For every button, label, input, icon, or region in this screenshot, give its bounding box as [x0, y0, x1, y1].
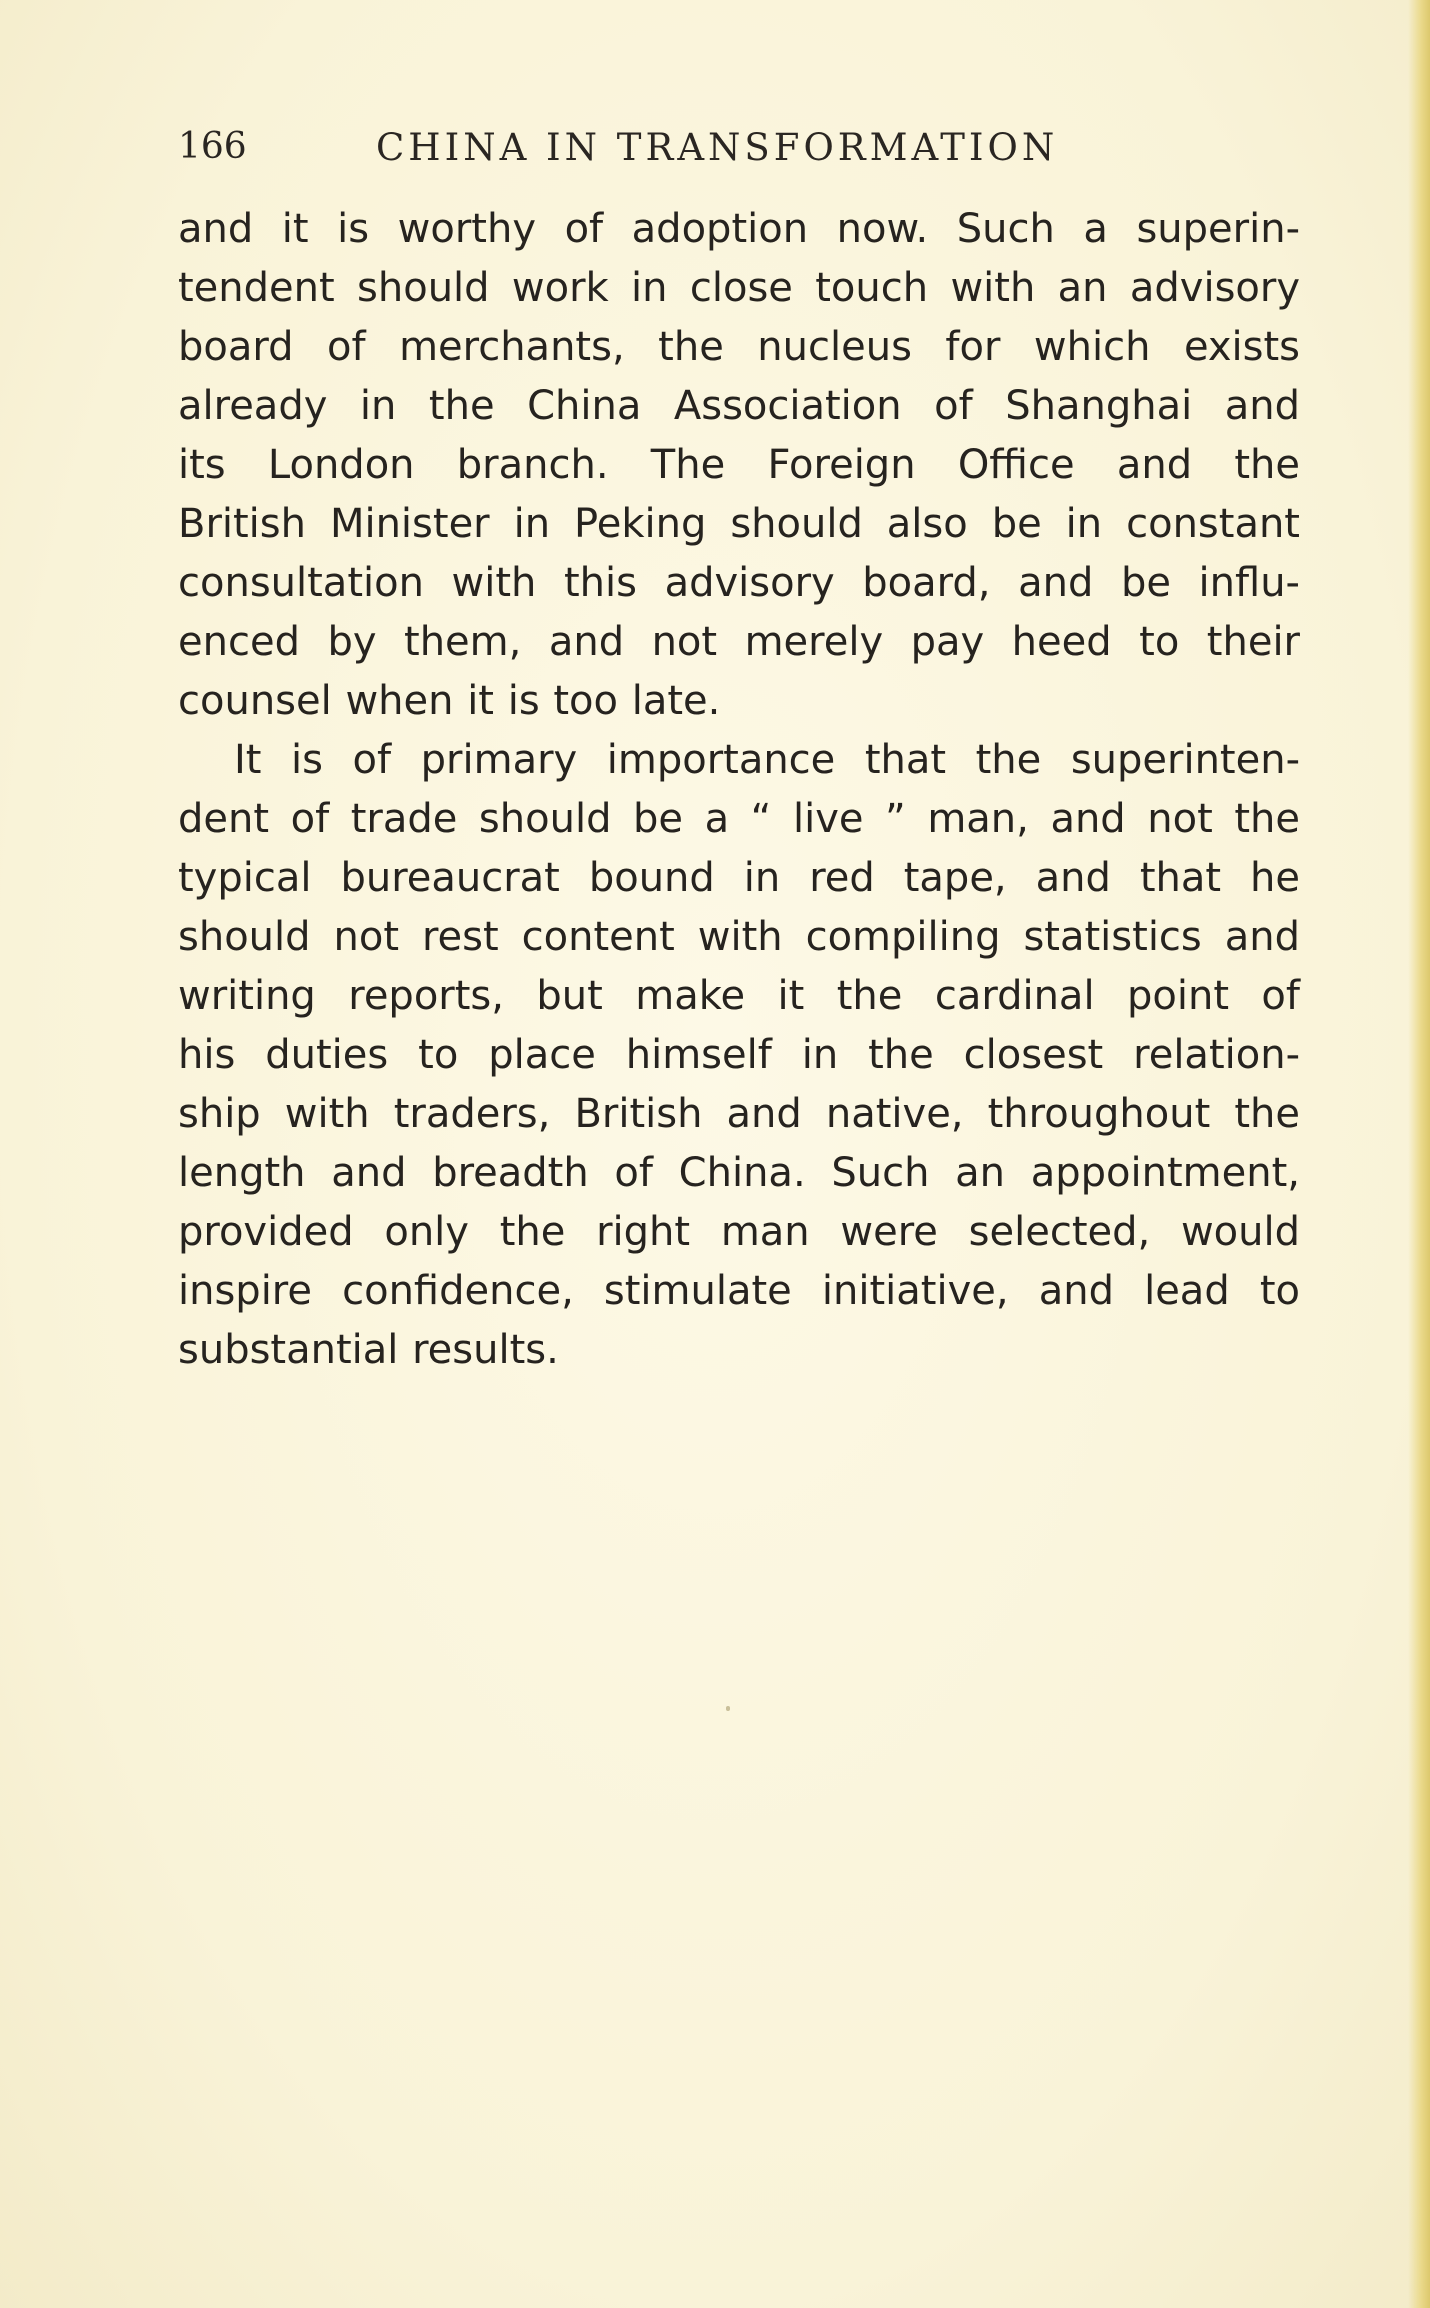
text-line: tendent should work in close touch with an advisory: [178, 265, 1300, 311]
text-line: ship with traders, British and native, throughout the: [178, 1091, 1300, 1137]
text-line: and it is worthy of adoption now. Such a superin-: [178, 206, 1300, 252]
text-line: inspire confidence, stimulate initiative, and lead to: [178, 1268, 1300, 1314]
text-line: already in the China Association of Shanghai and: [178, 383, 1300, 429]
text-line: enced by them, and not merely pay heed to their: [178, 619, 1300, 665]
text-line: substantial results.: [178, 1327, 559, 1373]
text-line: dent of trade should be a “ live ” man, and not the: [178, 796, 1300, 842]
text-line: It is of primary importance that the superinten-: [234, 737, 1300, 783]
paragraph-1: [178, 200, 1300, 731]
text-line: counsel when it is too late.: [178, 678, 721, 724]
body-text: [178, 200, 1300, 1380]
text-line: writing reports, but make it the cardinal point of: [178, 973, 1300, 1019]
paper-speck: [726, 1706, 730, 1711]
text-line: provided only the right man were selected, would: [178, 1209, 1300, 1255]
paragraph-2: [178, 731, 1300, 1380]
text-line: should not rest content with compiling statistics and: [178, 914, 1300, 960]
text-line: board of merchants, the nucleus for which exists: [178, 324, 1300, 370]
text-line: consultation with this advisory board, and be influ-: [178, 560, 1300, 606]
text-line: his duties to place himself in the closest relation-: [178, 1032, 1300, 1078]
text-line: typical bureaucrat bound in red tape, and that he: [178, 855, 1300, 901]
text-line: its London branch. The Foreign Office and the: [178, 442, 1300, 488]
text-line: British Minister in Peking should also be in constant: [178, 501, 1300, 547]
page-edge: [1408, 0, 1430, 2308]
running-head: CHINA IN TRANSFORMATION: [376, 126, 1059, 169]
text-line: length and breadth of China. Such an appointment,: [178, 1150, 1300, 1196]
page-header: [178, 126, 1298, 186]
page-number: 166: [178, 126, 247, 167]
